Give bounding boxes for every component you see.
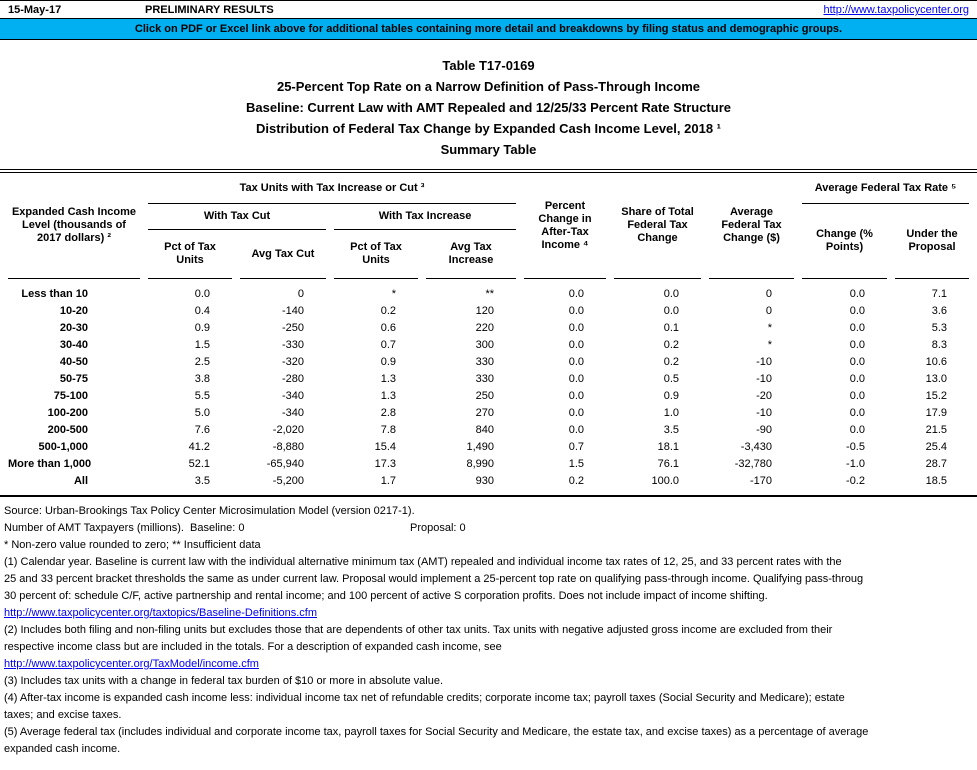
table-row xyxy=(8,388,969,405)
value-cell: 0 xyxy=(765,288,772,300)
value-cell: 0.0 xyxy=(568,339,584,351)
source-note: Source: Urban-Brookings Tax Policy Center Microsimulation Model (version 0217-1). xyxy=(4,505,415,517)
value-cell: 0.1 xyxy=(663,322,679,334)
value-cell: -1.0 xyxy=(846,458,865,470)
top-bar xyxy=(0,1,977,18)
table-body xyxy=(8,279,969,490)
value-cell: 0.0 xyxy=(194,288,210,300)
value-cell: 76.1 xyxy=(657,458,679,470)
income-level-cell: 100-200 xyxy=(47,407,88,419)
distribution-title: Distribution of Federal Tax Change by Expanded Cash Income Level, 2018 ¹ xyxy=(256,121,721,136)
value-cell: 18.5 xyxy=(925,475,948,487)
col-header-increase-pct-of-tax-units: Pct of Tax Units xyxy=(334,230,418,279)
value-cell: -340 xyxy=(281,390,304,402)
value-cell: -320 xyxy=(281,356,304,368)
value-cell: 270 xyxy=(475,407,494,419)
value-cell: -3,430 xyxy=(740,441,772,453)
value-cell: -330 xyxy=(281,339,304,351)
value-cell: 10.6 xyxy=(925,356,948,368)
col-header-rate-under-proposal: Under the Proposal xyxy=(895,204,969,279)
table-row xyxy=(8,337,969,354)
footnote-line xyxy=(4,605,977,622)
footnote-line: (5) Average federal tax (includes individual and corporate income tax, payroll taxes for Social Security and Medicare, the estate tax, and excise taxes) as a percentage of average xyxy=(4,726,869,738)
value-cell: 0.0 xyxy=(568,322,584,334)
footnote-line: taxes; and excise taxes. xyxy=(4,709,122,721)
value-cell: 8.3 xyxy=(931,339,948,351)
table-row xyxy=(8,405,969,422)
col-header-rate-change-points: Change (% Points) xyxy=(802,204,887,279)
value-cell: 1.5 xyxy=(194,339,210,351)
value-cell: 1.0 xyxy=(663,407,679,419)
value-cell: 3.5 xyxy=(663,424,679,436)
value-cell: 0.0 xyxy=(568,373,584,385)
income-level-cell: All xyxy=(73,475,88,487)
value-cell: 3.8 xyxy=(194,373,210,385)
value-cell: 0.2 xyxy=(568,475,584,487)
value-cell: 0.0 xyxy=(663,305,679,317)
value-cell: 0 xyxy=(765,305,772,317)
value-cell: 0.9 xyxy=(380,356,396,368)
value-cell: 0.0 xyxy=(849,322,865,334)
symbols-legend-note: * Non-zero value rounded to zero; ** Insufficient data xyxy=(4,539,261,551)
income-level-cell: 30-40 xyxy=(59,339,88,351)
value-cell: 7.6 xyxy=(194,424,210,436)
col-header-avg-tax-increase: Avg Tax Increase xyxy=(426,230,516,279)
value-cell: 5.3 xyxy=(931,322,948,334)
value-cell: -65,940 xyxy=(266,458,304,470)
col-group-with-tax-cut: With Tax Cut xyxy=(148,204,326,230)
value-cell: 3.6 xyxy=(931,305,948,317)
income-level-cell: 50-75 xyxy=(59,373,88,385)
value-cell: 0.0 xyxy=(568,424,584,436)
value-cell: -20 xyxy=(756,390,772,402)
value-cell: 0 xyxy=(297,288,304,300)
value-cell: 17.9 xyxy=(925,407,948,419)
value-cell: 15.4 xyxy=(374,441,396,453)
value-cell: 100.0 xyxy=(651,475,679,487)
value-cell: 0.0 xyxy=(849,288,865,300)
value-cell: -10 xyxy=(756,356,772,368)
value-cell: -0.2 xyxy=(846,475,865,487)
col-header-share-of-total-change: Share of Total Federal Tax Change xyxy=(614,173,701,279)
col-header-avg-federal-tax-change: Average Federal Tax Change ($) xyxy=(709,173,794,279)
value-cell: -90 xyxy=(756,424,772,436)
income-level-cell: 200-500 xyxy=(47,424,88,436)
value-cell: 13.0 xyxy=(925,373,948,385)
col-group-avg-federal-tax-rate: Average Federal Tax Rate ⁵ xyxy=(802,173,969,204)
value-cell: 2.5 xyxy=(194,356,210,368)
table-row xyxy=(8,422,969,439)
value-cell: 0.2 xyxy=(663,339,679,351)
footnote-line: respective income class but are included in the totals. For a description of expanded cash income, see xyxy=(4,641,502,653)
value-cell: 1.5 xyxy=(568,458,584,470)
footnote-lines xyxy=(4,554,977,758)
footnote-line: (1) Calendar year. Baseline is current law with the individual alternative minimum tax (AMT) repealed and individual income tax rates of 12, 25, and 33 percent rates with the xyxy=(4,556,842,568)
value-cell: 8,990 xyxy=(466,458,494,470)
value-cell: 3.5 xyxy=(194,475,210,487)
value-cell: 0.0 xyxy=(568,288,584,300)
value-cell: 0.0 xyxy=(849,407,865,419)
notice-banner: Click on PDF or Excel link above for additional tables containing more detail and breakdowns by filing status and demographic groups. xyxy=(0,18,977,40)
amt-baseline-value: Number of AMT Taxpayers (millions). Baseline: 0 xyxy=(4,522,245,534)
value-cell: 120 xyxy=(475,305,494,317)
col-header-income-level: Expanded Cash Income Level (thousands of 2017 dollars) ² xyxy=(8,173,140,279)
table-row xyxy=(8,303,969,320)
income-level-cell: 75-100 xyxy=(53,390,88,402)
income-level-cell: 40-50 xyxy=(59,356,88,368)
value-cell: 0.7 xyxy=(380,339,396,351)
footnote-line: 30 percent of: schedule C/F, active partnership and rental income; and 100 percent of active S corporation profits. Does not include impact of income shifting. xyxy=(4,590,768,602)
income-level-cell: Less than 10 xyxy=(21,288,88,300)
value-cell: 0.7 xyxy=(568,441,584,453)
value-cell: -32,780 xyxy=(734,458,772,470)
value-cell: 0.0 xyxy=(849,339,865,351)
value-cell: 0.2 xyxy=(663,356,679,368)
value-cell: 18.1 xyxy=(657,441,679,453)
footnotes-section xyxy=(0,497,977,758)
value-cell: 1.3 xyxy=(380,373,396,385)
col-group-with-tax-increase: With Tax Increase xyxy=(334,204,516,230)
value-cell: -2,020 xyxy=(272,424,304,436)
value-cell: 17.3 xyxy=(374,458,396,470)
proposal-title: 25-Percent Top Rate on a Narrow Definition of Pass-Through Income xyxy=(276,79,701,94)
value-cell: -0.5 xyxy=(846,441,865,453)
value-cell: 1.7 xyxy=(380,475,396,487)
table-row xyxy=(8,354,969,371)
value-cell: 0.9 xyxy=(663,390,679,402)
value-cell: * xyxy=(767,339,772,351)
value-cell: 250 xyxy=(475,390,494,402)
baseline-title: Baseline: Current Law with AMT Repealed and 12/25/33 Percent Rate Structure xyxy=(246,100,731,115)
value-cell: 1,490 xyxy=(466,441,494,453)
value-cell: 0.0 xyxy=(568,390,584,402)
value-cell: 1.3 xyxy=(380,390,396,402)
value-cell: 0.0 xyxy=(849,390,865,402)
summary-table-title: Summary Table xyxy=(440,142,537,157)
amt-taxpayers-note xyxy=(4,520,977,537)
date-label: 15-May-17 xyxy=(8,4,62,16)
table-row xyxy=(8,473,969,490)
value-cell: 220 xyxy=(475,322,494,334)
amt-proposal-value: Proposal: 0 xyxy=(410,522,466,534)
value-cell: 5.0 xyxy=(194,407,210,419)
footnote-line: (2) Includes both filing and non-filing units but excludes those that are dependents of other tax units. Tax units with negative adjusted gross income are excluded from their xyxy=(4,624,833,636)
value-cell: 0.4 xyxy=(194,305,210,317)
col-header-cut-pct-of-tax-units: Pct of Tax Units xyxy=(148,230,232,279)
footnote-line: (4) After-tax income is expanded cash income less: individual income tax net of refundable credits; corporate income tax; payroll taxes (Social Security and Medicare); estate xyxy=(4,692,845,704)
value-cell: 7.1 xyxy=(931,288,948,300)
value-cell: ** xyxy=(485,288,494,300)
value-cell: 41.2 xyxy=(188,441,210,453)
col-header-pct-change-after-tax-income: Percent Change in After-Tax Income ⁴ xyxy=(524,173,606,279)
value-cell: -280 xyxy=(281,373,304,385)
value-cell: -8,880 xyxy=(272,441,304,453)
value-cell: 7.8 xyxy=(380,424,396,436)
value-cell: 52.1 xyxy=(188,458,210,470)
value-cell: 930 xyxy=(475,475,494,487)
col-group-tax-units-increase-or-cut: Tax Units with Tax Increase or Cut ³ xyxy=(148,173,516,204)
income-level-cell: 10-20 xyxy=(59,305,88,317)
value-cell: 0.0 xyxy=(849,356,865,368)
value-cell: 0.5 xyxy=(663,373,679,385)
value-cell: 0.9 xyxy=(194,322,210,334)
value-cell: 300 xyxy=(475,339,494,351)
value-cell: 0.0 xyxy=(849,373,865,385)
table-row xyxy=(8,456,969,473)
footnote-link[interactable]: http://www.taxpolicycenter.org/TaxModel/income.cfm xyxy=(4,658,259,670)
value-cell: 0.6 xyxy=(380,322,396,334)
value-cell: 330 xyxy=(475,356,494,368)
value-cell: -340 xyxy=(281,407,304,419)
value-cell: 0.0 xyxy=(568,407,584,419)
summary-table xyxy=(0,173,977,490)
value-cell: 0.0 xyxy=(849,424,865,436)
table-row xyxy=(8,279,969,303)
footnote-line: expanded cash income. xyxy=(4,743,121,755)
table-row xyxy=(8,371,969,388)
value-cell: -250 xyxy=(281,322,304,334)
footnote-link[interactable]: http://www.taxpolicycenter.org/taxtopics/Baseline-Definitions.cfm xyxy=(4,607,318,619)
col-header-avg-tax-cut: Avg Tax Cut xyxy=(240,230,326,279)
table-number-title: Table T17-0169 xyxy=(442,58,535,73)
income-level-cell: More than 1,000 xyxy=(8,458,92,470)
value-cell: -5,200 xyxy=(272,475,304,487)
preliminary-results-label: PRELIMINARY RESULTS xyxy=(145,4,274,16)
value-cell: 0.0 xyxy=(663,288,679,300)
value-cell: 0.2 xyxy=(380,305,396,317)
value-cell: 330 xyxy=(475,373,494,385)
footnote-line xyxy=(4,656,977,673)
value-cell: 840 xyxy=(475,424,494,436)
value-cell: 0.0 xyxy=(849,305,865,317)
income-level-cell: 20-30 xyxy=(59,322,88,334)
value-cell: 25.4 xyxy=(925,441,948,453)
value-cell: -170 xyxy=(749,475,772,487)
footnote-line: 25 and 33 percent bracket thresholds the same as under current law. Proposal would implement a 25-percent top rate on qualifying pass-through income. Qualifying pass-throug xyxy=(4,573,864,585)
income-level-cell: 500-1,000 xyxy=(38,441,88,453)
table-row xyxy=(8,320,969,337)
value-cell: * xyxy=(391,288,396,300)
value-cell: 5.5 xyxy=(194,390,210,402)
value-cell: 28.7 xyxy=(925,458,948,470)
table-header xyxy=(8,173,969,279)
value-cell: 0.0 xyxy=(568,356,584,368)
footnote-line: (3) Includes tax units with a change in federal tax burden of $10 or more in absolute value. xyxy=(4,675,444,687)
value-cell: -10 xyxy=(756,373,772,385)
value-cell: * xyxy=(767,322,772,334)
value-cell: 2.8 xyxy=(380,407,396,419)
value-cell: 15.2 xyxy=(925,390,948,402)
value-cell: -140 xyxy=(281,305,304,317)
taxpolicycenter-link[interactable]: http://www.taxpolicycenter.org xyxy=(823,4,969,16)
value-cell: -10 xyxy=(756,407,772,419)
title-block xyxy=(0,55,977,160)
table-row xyxy=(8,439,969,456)
value-cell: 0.0 xyxy=(568,305,584,317)
value-cell: 21.5 xyxy=(925,424,948,436)
